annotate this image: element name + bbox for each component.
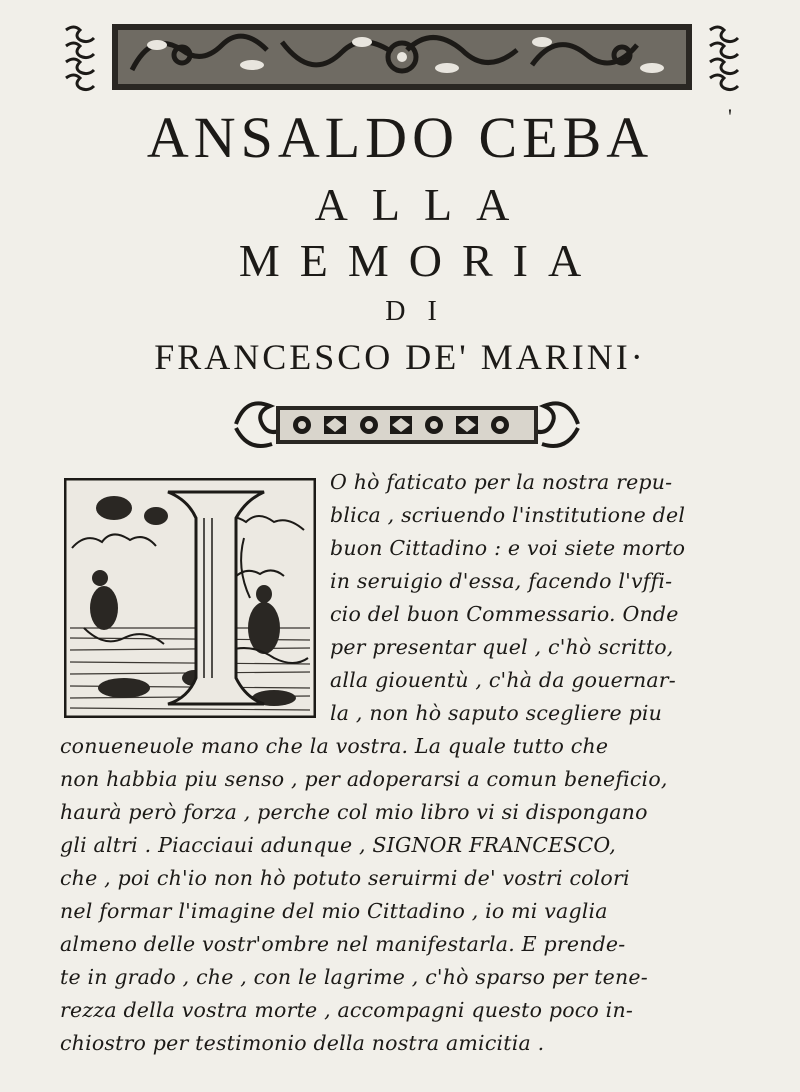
text-line: rezza della vostra morte , accompagni questo poco in- <box>60 998 633 1022</box>
text-line: conueneuole mano che la vostra. La quale tutto che <box>60 734 609 758</box>
text-line: nel formar l'imagine del mio Cittadino , io mi vaglia <box>60 899 608 923</box>
title-memoria: MEMORIA <box>238 235 602 286</box>
text-line: gli altri . Piacciaui adunque , SIGNOR FRANCESCO, <box>60 833 616 857</box>
divider-ornament <box>232 394 582 456</box>
title-dedicatee: FRANCESCO DE' MARINI· <box>154 337 646 377</box>
text-line: chiostro per testimonio della nostra amicitia . <box>60 1031 545 1055</box>
floral-ornament-icon <box>62 20 742 94</box>
title-accent-mark: ' <box>728 104 732 129</box>
text-line: alla giouentù , c'hà da gouernar- <box>330 668 676 692</box>
scroll-ornament-icon <box>232 394 582 456</box>
text-line: O hò faticato per la nostra repu- <box>330 470 673 494</box>
text-line: in seruigio d'essa, facendo l'vffi- <box>330 569 673 593</box>
text-line: haurà però forza , perche col mio libro vi si dispongano <box>60 800 648 824</box>
woodcut-initial <box>64 478 316 718</box>
text-line: buon Cittadino : e voi siete morto <box>330 536 686 560</box>
title-author: ANSALDO CEBA <box>146 105 654 170</box>
title-di: DI <box>385 296 459 327</box>
text-line: cio del buon Commessario. Onde <box>330 602 679 626</box>
header-ornament <box>62 20 742 94</box>
text-line: che , poi ch'io non hò potuto seruirmi de' vostri colori <box>60 866 630 890</box>
text-line: te in grado , che , con le lagrime , c'hò sparso per tene- <box>60 965 648 989</box>
woodcut-initial-i-icon <box>64 478 316 718</box>
text-line: la , non hò saputo scegliere piu <box>330 701 663 725</box>
text-line: blica , scriuendo l'institutione del <box>330 503 686 527</box>
text-line: per presentar quel , c'hò scritto, <box>330 635 674 659</box>
text-line: almeno delle vostr'ombre nel manifestarla. E prende- <box>60 932 626 956</box>
title-alla: ALLA <box>314 179 534 230</box>
text-line: non habbia piu senso , per adoperarsi a comun beneficio, <box>60 767 668 791</box>
